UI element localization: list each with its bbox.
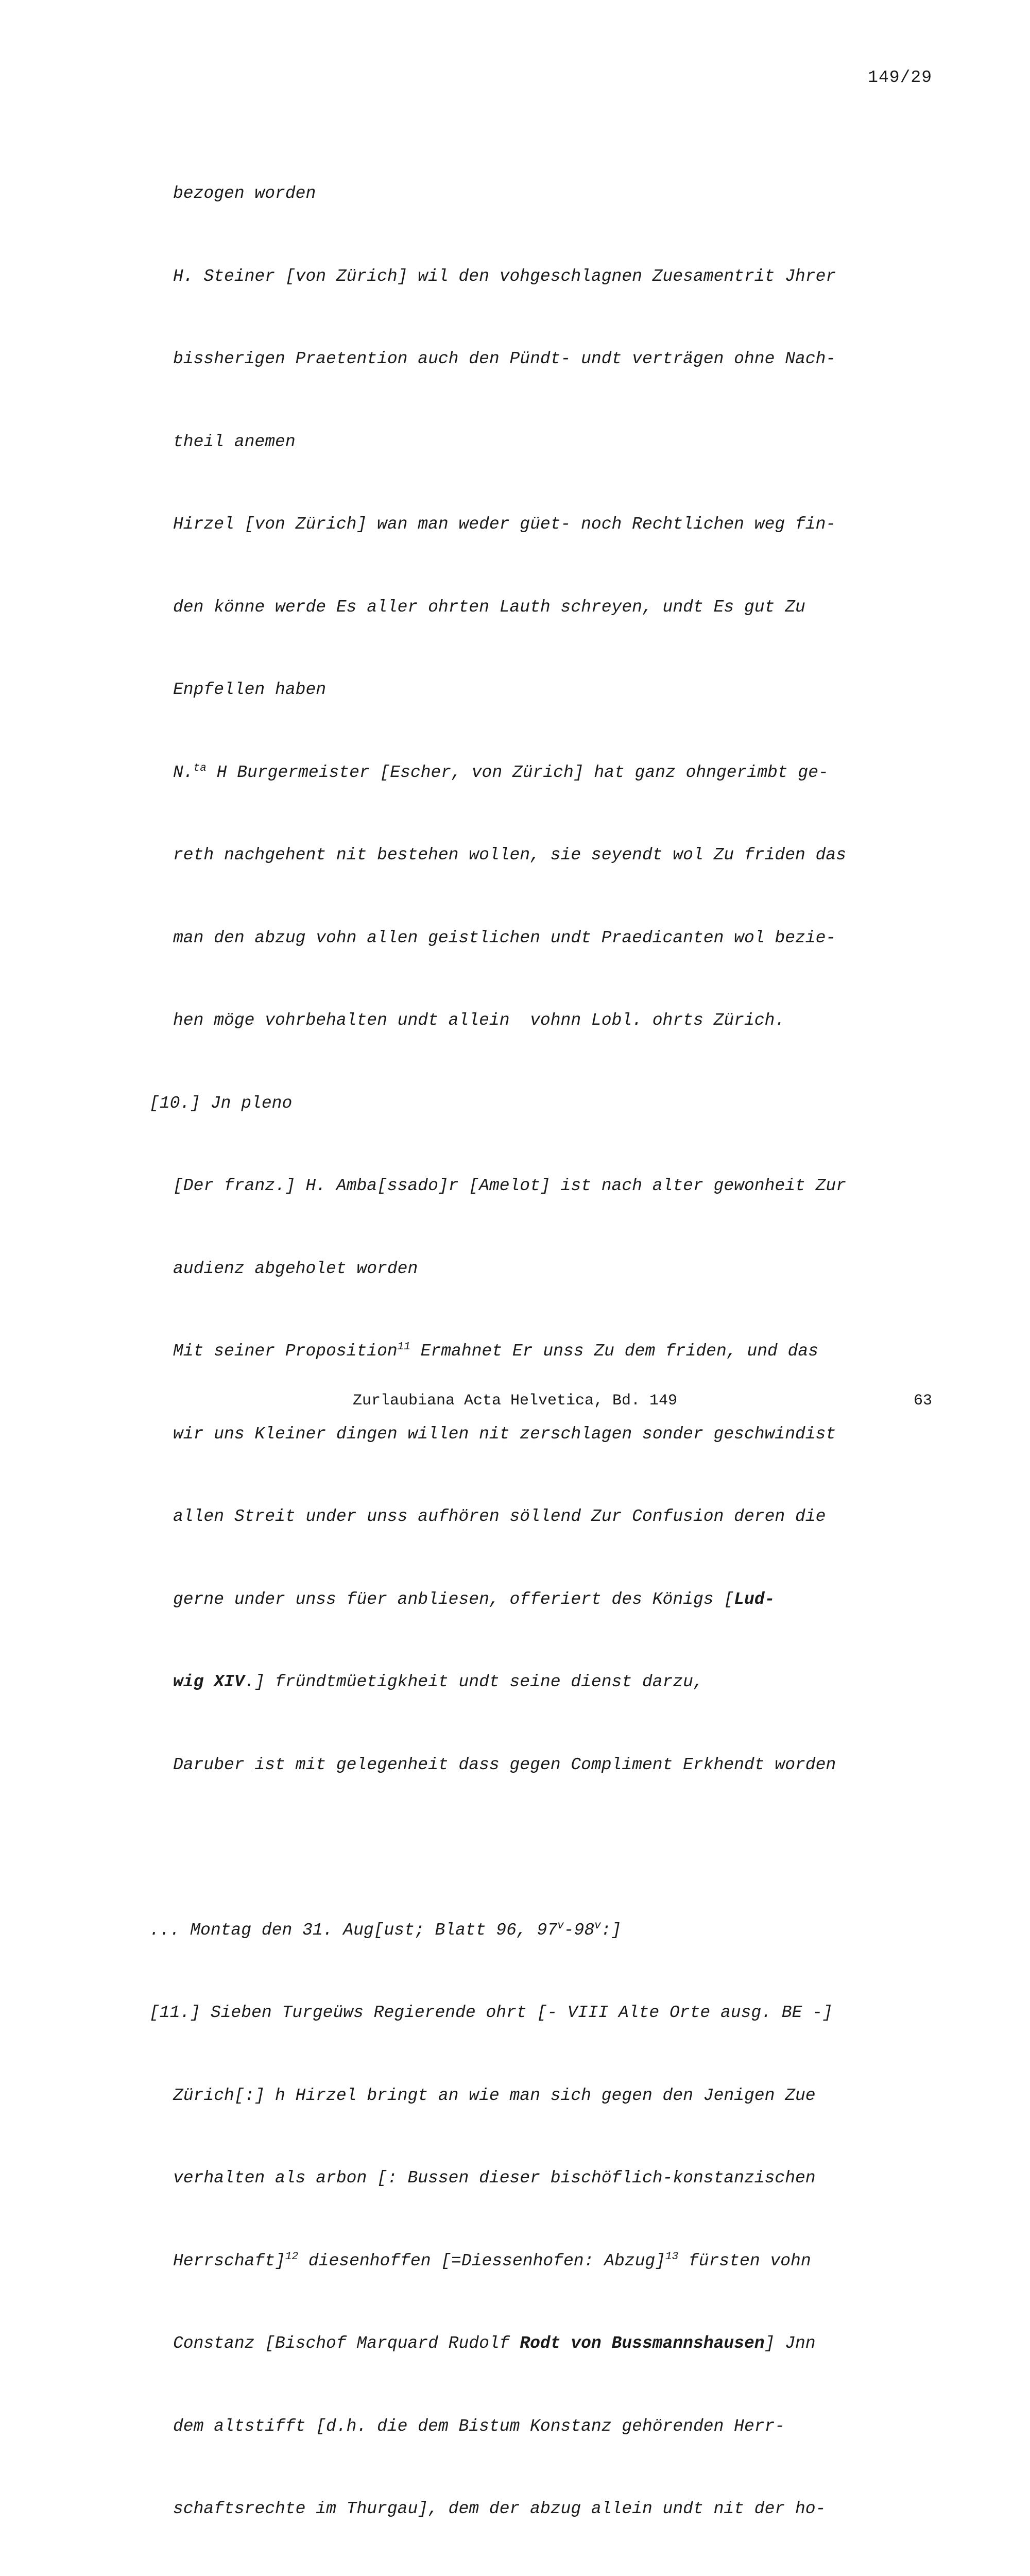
text-line <box>149 759 942 787</box>
text-line: theil anemen <box>173 432 296 451</box>
text-line: H. Steiner [von Zürich] wil den vohgeschlagnen Zuesamentrit Jhrer <box>173 266 836 286</box>
footer-title: Zurlaubiana Acta Helvetica, Bd. 149 <box>352 1392 678 1410</box>
text-fragment: ] Jnn <box>764 2334 816 2353</box>
superscript: v <box>594 1920 601 1932</box>
text-fragment: .] fründtmüetigkheit undt seine dienst darzu, <box>244 1672 703 1691</box>
text-line: allen Streit under unss aufhören söllend Zur Confusion deren die <box>173 1507 826 1526</box>
superscript: ta <box>193 762 207 774</box>
text-line: verhalten als arbon [: Bussen dieser bischöflich-konstanzischen <box>173 2168 816 2188</box>
text-line: reth nachgehent nit bestehen wollen, sie seyendt wol Zu friden das <box>173 845 847 865</box>
text-line: dem altstifft [d.h. die dem Bistum Konstanz gehörenden Herr- <box>173 2416 785 2436</box>
text-line: Hirzel [von Zürich] wan man weder güet- noch Rechtlichen weg fin- <box>173 515 836 534</box>
section-heading: [10.] Jn pleno <box>149 1093 293 1113</box>
date-heading <box>149 1917 942 1944</box>
page-reference: 149/29 <box>868 68 932 87</box>
text-fragment: -98 <box>563 1920 595 1940</box>
text-line: hen möge vohrbehalten undt allein vohnn Lobl. ohrts Zürich. <box>173 1011 785 1030</box>
text-line <box>149 1668 942 1696</box>
text-line: bezogen worden <box>173 184 316 203</box>
text-line: [Der franz.] H. Amba[ssado]r [Amelot] ist nach alter gewonheit Zur <box>173 1176 847 1195</box>
document-body <box>149 125 942 2576</box>
text-line: den könne werde Es aller ohrten Lauth schreyen, undt Es gut Zu <box>173 597 805 617</box>
text-line <box>149 2330 942 2358</box>
text-fragment: Ermahnet Er unss Zu dem friden, und das <box>410 1342 819 1361</box>
text-fragment: gerne under unss füer anbliesen, offeriert des Königs [ <box>173 1589 734 1609</box>
blank-line <box>149 1834 942 1861</box>
text-line <box>149 1337 942 1365</box>
bold-name: Rodt von Bussmannshausen <box>520 2334 765 2353</box>
text-line: schaftsrechte im Thurgau], dem der abzug allein undt nit der ho- <box>173 2499 826 2518</box>
text-line: wir uns Kleiner dingen willen nit zerschlagen sonder geschwindist <box>173 1424 836 1444</box>
text-fragment: :] <box>600 1920 622 1940</box>
text-fragment: N. <box>173 762 194 782</box>
superscript: v <box>557 1920 564 1932</box>
footnote-ref: 11 <box>397 1341 410 1353</box>
text-fragment: diesenhoffen [=Diessenhofen: Abzug] <box>298 2251 665 2270</box>
section-heading: [11.] Sieben Turgeüws Regierende ohrt [- VIII Alte Orte ausg. BE -] <box>149 2003 833 2022</box>
text-fragment: Mit seiner Proposition <box>173 1342 398 1361</box>
footnote-ref: 13 <box>665 2250 679 2263</box>
text-line: Enpfellen haben <box>173 680 327 699</box>
text-fragment: fürsten vohn <box>678 2251 811 2270</box>
bold-name: wig XIV <box>173 1672 245 1691</box>
text-line: man den abzug vohn allen geistlichen undt Praedicanten wol bezie- <box>173 928 836 947</box>
text-fragment: Herrschaft] <box>173 2251 285 2270</box>
text-line: Zürich[:] h Hirzel bringt an wie man sich gegen den Jenigen Zue <box>173 2086 816 2105</box>
bold-name: Lud- <box>734 1589 775 1609</box>
text-line: Daruber ist mit gelegenheit dass gegen Compliment Erkhendt worden <box>173 1755 836 1774</box>
text-line <box>149 2247 942 2275</box>
text-fragment: H Burgermeister [Escher, von Zürich] hat ganz ohngerimbt ge- <box>206 762 829 782</box>
text-line: bissherigen Praetention auch den Pündt- undt verträgen ohne Nach- <box>173 349 836 368</box>
footnote-ref: 12 <box>285 2250 299 2263</box>
text-fragment: Constanz [Bischof Marquard Rudolf <box>173 2334 520 2353</box>
text-line: audienz abgeholet worden <box>173 1259 418 1278</box>
text-fragment: ... Montag den 31. Aug[ust; Blatt 96, 97 <box>149 1920 558 1940</box>
text-line <box>149 1586 942 1614</box>
footer-page-number: 63 <box>913 1392 932 1410</box>
